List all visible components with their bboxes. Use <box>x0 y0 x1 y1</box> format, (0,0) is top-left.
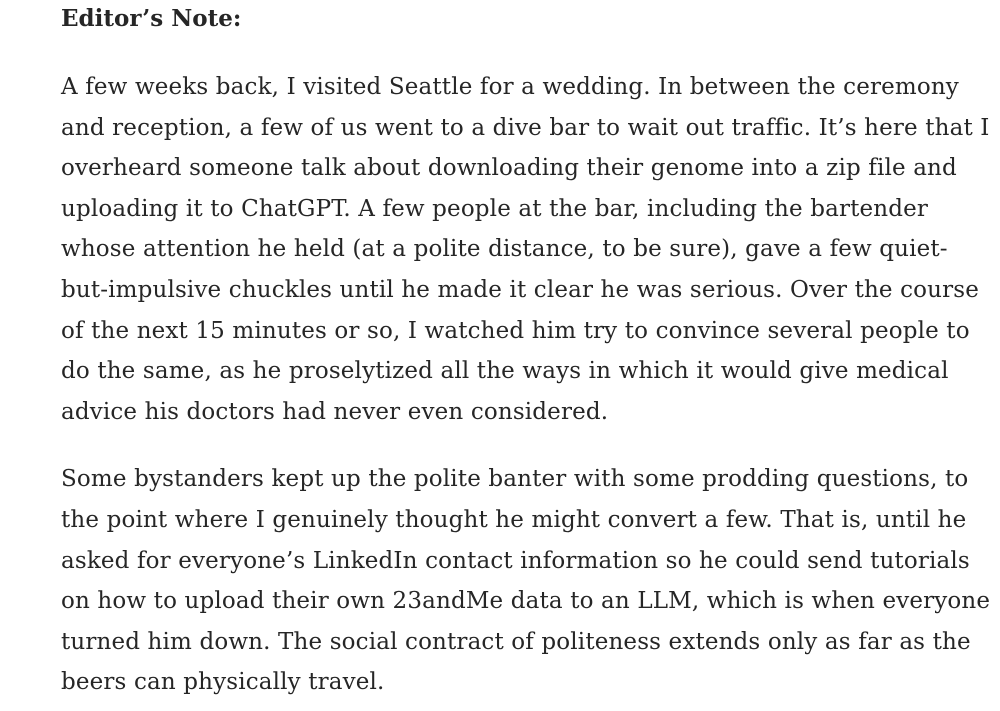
paragraph-line: whose attention he held (at a polite distance, to be sure), gave a few quiet- <box>61 236 948 263</box>
paragraph-line: Some bystanders kept up the polite banter with some prodding questions, to <box>61 466 969 493</box>
paragraph-line: turned him down. The social contract of politeness extends only as far as the <box>61 628 971 655</box>
editor-note-heading: Editor’s Note: <box>61 5 242 32</box>
paragraph-line: A few weeks back, I visited Seattle for a wedding. In between the ceremony <box>61 74 959 100</box>
paragraph-line: the point where I genuinely thought he might convert a few. That is, until he <box>61 506 967 533</box>
paragraph-line: uploading it to ChatGPT. A few people at the bar, including the bartender <box>61 195 928 222</box>
paragraph-line: do the same, as he proselytized all the ways in which it would give medical <box>61 358 949 385</box>
paragraph-1 <box>61 67 991 432</box>
paragraph-line: but-impulsive chuckles until he made it clear he was serious. Over the course <box>61 276 980 303</box>
paragraph-line: asked for everyone’s LinkedIn contact information so he could send tutorials <box>61 547 970 574</box>
paragraph-line: and reception, a few of us went to a dive bar to wait out traffic. It’s here that I <box>61 114 990 141</box>
paragraph-line: of the next 15 minutes or so, I watched him try to convince several people to <box>61 317 970 344</box>
paragraph-line: overheard someone talk about downloading their genome into a zip file and <box>61 155 957 182</box>
article-body <box>61 0 991 703</box>
paragraph-line: on how to upload their own 23andMe data to an LLM, which is when everyone <box>61 588 991 615</box>
paragraph-line: advice his doctors had never even considered. <box>61 398 609 425</box>
paragraph-line: beers can physically travel. <box>61 669 385 696</box>
paragraph-2 <box>61 459 991 703</box>
